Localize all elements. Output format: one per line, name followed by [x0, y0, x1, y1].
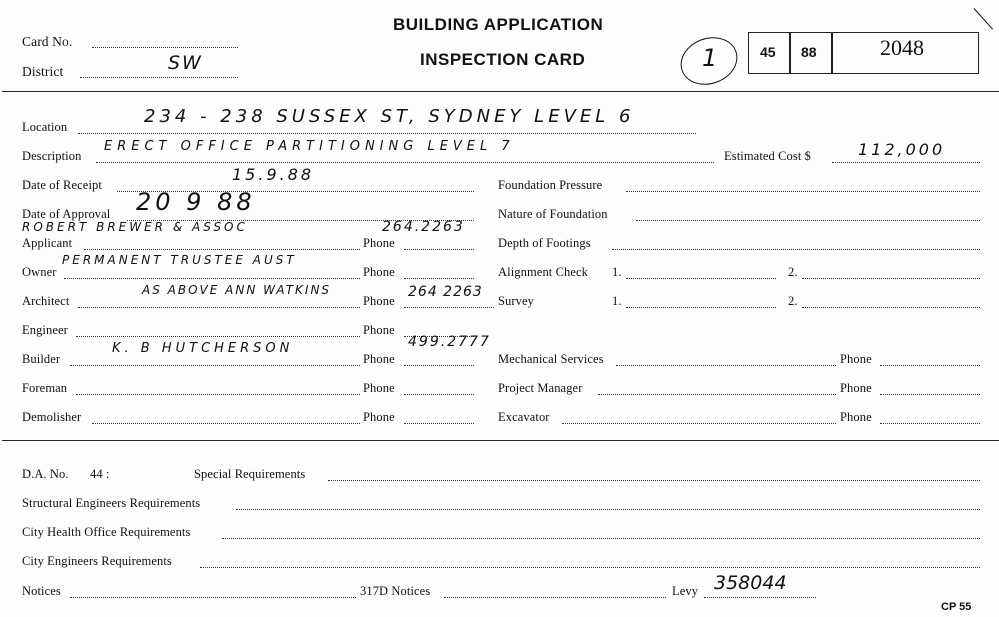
title-line-2: INSPECTION CARD [420, 50, 586, 69]
architect-phone-value: 264 2263 [408, 284, 483, 300]
project-manager-label: Project Manager [498, 381, 583, 395]
builder-phone-value: 499.2777 [408, 334, 491, 350]
engineer-phone-label: Phone [363, 323, 395, 337]
survey-line-1[interactable] [626, 307, 776, 308]
location-label: Location [22, 120, 68, 134]
alignment-line-2[interactable] [802, 278, 980, 279]
levy-value: 358044 [714, 572, 787, 594]
box-number-text: 2048 [880, 35, 924, 60]
survey-num-1: 1. [612, 294, 622, 308]
circled-number: 1 [702, 44, 718, 72]
box-88-text: 88 [801, 44, 817, 60]
district-label: District [22, 64, 64, 79]
survey-num-2: 2. [788, 294, 798, 308]
date-approval-label: Date of Approval [22, 207, 111, 221]
foreman-label: Foreman [22, 381, 68, 395]
mechanical-phone-line[interactable] [880, 365, 980, 366]
date-receipt-label: Date of Receipt [22, 178, 102, 192]
architect-phone-label: Phone [363, 294, 395, 308]
foundation-pressure-label: Foundation Pressure [498, 178, 603, 192]
engineer-line[interactable] [76, 336, 360, 337]
owner-phone-line[interactable] [404, 278, 474, 279]
demolisher-label: Demolisher [22, 410, 82, 424]
card-no-line[interactable] [92, 47, 238, 48]
city-eng-line[interactable] [200, 567, 980, 568]
alignment-check-label: Alignment Check [498, 265, 589, 279]
applicant-value: ROBERT BREWER & ASSOC [22, 220, 248, 234]
form-code: CP 55 [941, 601, 972, 613]
foreman-line[interactable] [76, 394, 360, 395]
applicant-line[interactable] [84, 249, 360, 250]
applicant-phone-label: Phone [363, 236, 395, 250]
header-divider [2, 91, 999, 92]
nature-foundation-line[interactable] [636, 220, 980, 221]
owner-value: PERMANENT TRUSTEE AUST [62, 253, 297, 267]
architect-label: Architect [22, 294, 70, 308]
demolisher-line[interactable] [92, 423, 360, 424]
mechanical-line[interactable] [616, 365, 836, 366]
alignment-num-1: 1. [612, 265, 622, 279]
alignment-line-1[interactable] [626, 278, 776, 279]
depth-footings-label: Depth of Footings [498, 236, 591, 250]
date-receipt-value: 15.9.88 [232, 165, 315, 184]
foundation-pressure-line[interactable] [626, 191, 980, 192]
description-label: Description [22, 149, 82, 163]
health-line[interactable] [222, 538, 980, 539]
special-req-line[interactable] [328, 480, 980, 481]
notices-317-label: 317D Notices [360, 584, 431, 598]
excavator-label: Excavator [498, 410, 550, 424]
demolisher-phone-line[interactable] [404, 423, 474, 424]
architect-line[interactable] [78, 307, 360, 308]
builder-value: K. B HUTCHERSON [112, 341, 294, 356]
builder-line[interactable] [70, 365, 360, 366]
middle-divider [2, 440, 999, 441]
location-value: 234 - 238 SUSSEX ST, SYDNEY LEVEL 6 [144, 106, 635, 127]
excavator-phone-label: Phone [840, 410, 872, 424]
city-eng-label: City Engineers Requirements [22, 554, 172, 568]
date-approval-value: 20 9 88 [136, 188, 256, 216]
district-value: SW [168, 52, 203, 74]
alignment-num-2: 2. [788, 265, 798, 279]
health-label: City Health Office Requirements [22, 525, 191, 539]
title-line-1: BUILDING APPLICATION [393, 15, 604, 34]
notices-line[interactable] [70, 597, 356, 598]
structural-label: Structural Engineers Requirements [22, 496, 201, 510]
estimated-cost-value: 112,000 [858, 140, 946, 159]
notices-317-line[interactable] [444, 597, 666, 598]
project-manager-phone-label: Phone [840, 381, 872, 395]
engineer-label: Engineer [22, 323, 68, 337]
survey-label: Survey [498, 294, 535, 308]
applicant-phone-line[interactable] [404, 249, 474, 250]
foreman-phone-line[interactable] [404, 394, 474, 395]
estimated-cost-label: Estimated Cost $ [724, 149, 812, 163]
architect-value: AS ABOVE ANN WATKINS [142, 283, 332, 297]
applicant-label: Applicant [22, 236, 73, 250]
mechanical-phone-label: Phone [840, 352, 872, 366]
demolisher-phone-label: Phone [363, 410, 395, 424]
district-line[interactable] [80, 77, 238, 78]
owner-line[interactable] [64, 278, 360, 279]
architect-phone-line[interactable] [404, 307, 494, 308]
applicant-phone-value: 264.2263 [382, 219, 465, 235]
nature-foundation-label: Nature of Foundation [498, 207, 608, 221]
description-line[interactable] [96, 162, 714, 163]
foreman-phone-label: Phone [363, 381, 395, 395]
project-manager-phone-line[interactable] [880, 394, 980, 395]
builder-phone-line[interactable] [404, 365, 474, 366]
structural-line[interactable] [236, 509, 980, 510]
box-45-text: 45 [760, 44, 776, 60]
da-no-label: D.A. No. [22, 467, 69, 481]
corner-mark [974, 8, 993, 29]
da-no-value: 44 : [90, 467, 110, 481]
owner-phone-label: Phone [363, 265, 395, 279]
depth-footings-line[interactable] [612, 249, 980, 250]
excavator-line[interactable] [562, 423, 836, 424]
excavator-phone-line[interactable] [880, 423, 980, 424]
description-value: ERECT OFFICE PARTITIONING LEVEL 7 [104, 139, 515, 154]
survey-line-2[interactable] [802, 307, 980, 308]
mechanical-label: Mechanical Services [498, 352, 604, 366]
location-line[interactable] [78, 133, 696, 134]
builder-phone-label: Phone [363, 352, 395, 366]
project-manager-line[interactable] [598, 394, 836, 395]
notices-label: Notices [22, 584, 61, 598]
estimated-cost-line[interactable] [832, 162, 980, 163]
levy-line[interactable] [704, 597, 816, 598]
owner-label: Owner [22, 265, 57, 279]
levy-label: Levy [672, 584, 699, 598]
builder-label: Builder [22, 352, 61, 366]
card-no-label: Card No. [22, 34, 73, 49]
special-req-label: Special Requirements [194, 467, 306, 481]
